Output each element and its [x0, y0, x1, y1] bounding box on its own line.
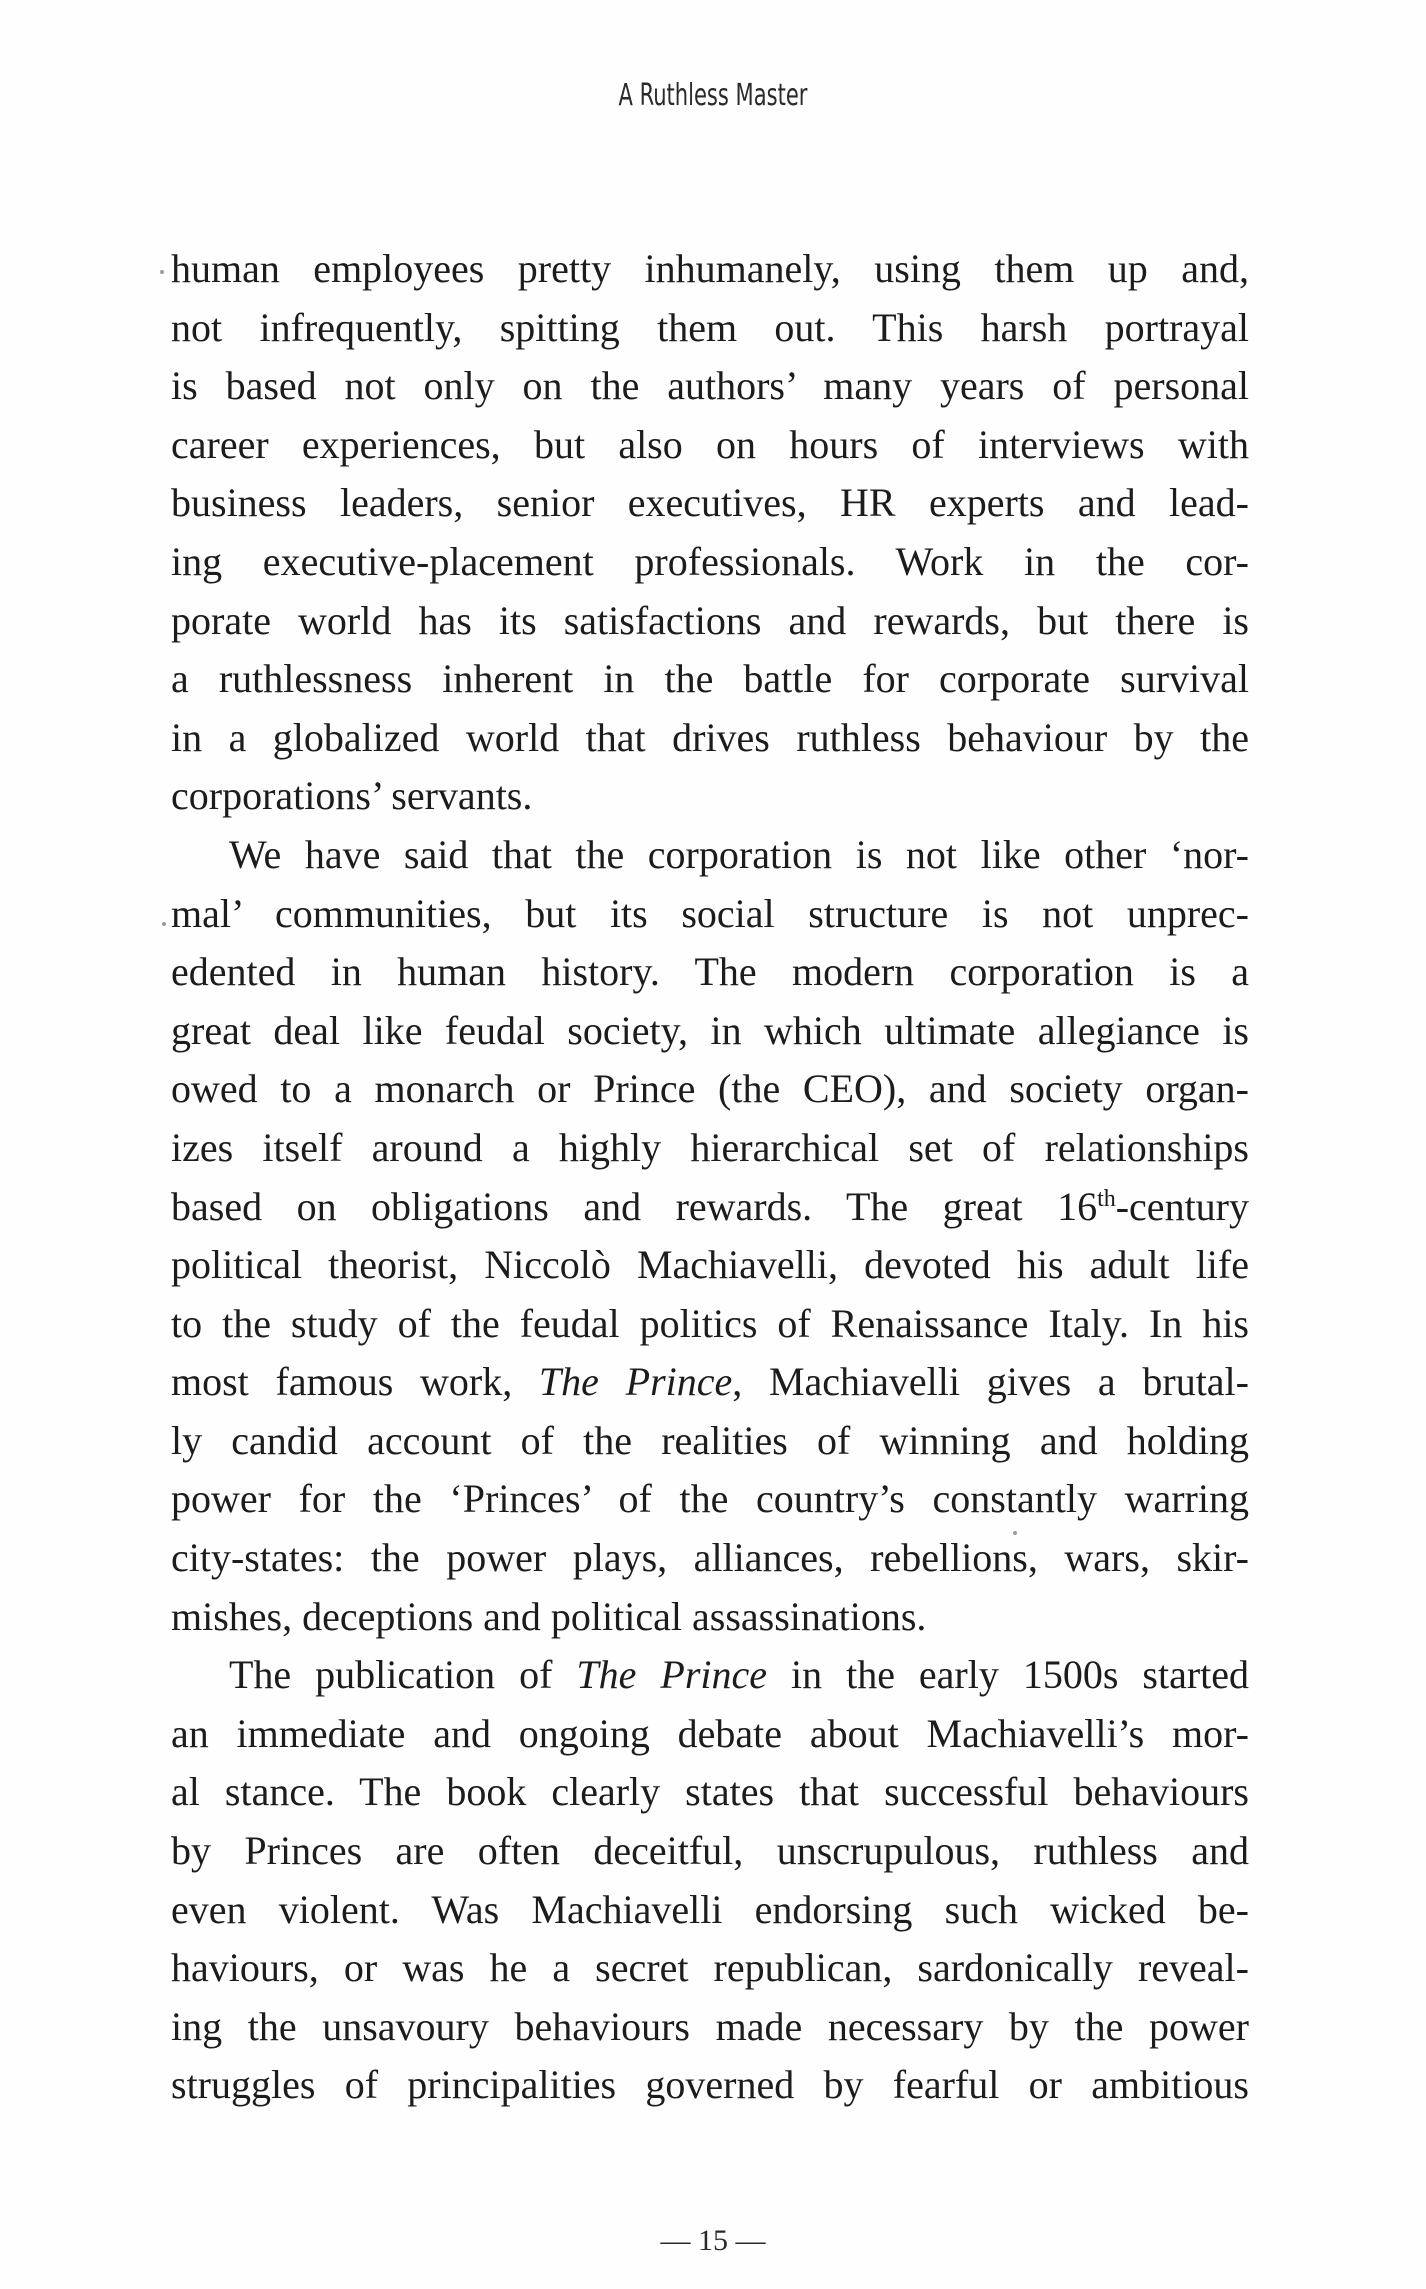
- text-line: corporations’ servants.: [171, 773, 533, 819]
- scan-speck: [162, 922, 166, 926]
- text-line: a ruthlessness inherent in the battle for corporate survival: [171, 656, 1249, 702]
- text-line: al stance. The book clearly states that successful behaviours: [171, 1769, 1249, 1815]
- paragraph-3: [171, 1646, 1249, 2115]
- text-line: edented in human history. The modern corporation is a: [171, 949, 1249, 995]
- paragraph-2: [171, 826, 1249, 1646]
- text-line: even violent. Was Machiavelli endorsing such wicked be-: [171, 1886, 1249, 1932]
- scan-speck: [1013, 1531, 1017, 1535]
- text-span: -century: [1115, 1183, 1249, 1229]
- text-line: struggles of principalities governed by fearful or ambitious: [171, 2062, 1249, 2108]
- page-number: — 15 —: [660, 2224, 766, 2257]
- text-line: city-states: the power plays, alliances, rebellions, wars, skir-: [171, 1535, 1249, 1581]
- text-line: in a globalized world that drives ruthless behaviour by the: [171, 714, 1249, 760]
- text-span: most famous work,: [171, 1359, 539, 1405]
- text-line: career experiences, but also on hours of interviews with: [171, 421, 1249, 467]
- text-line: mishes, deceptions and political assassinations.: [171, 1593, 927, 1639]
- text-line: business leaders, senior executives, HR experts and lead-: [171, 480, 1249, 526]
- body-text: [171, 240, 1249, 2115]
- text-line: political theorist, Niccolò Machiavelli, devoted his adult life: [171, 1242, 1249, 1288]
- text-line: ing executive-placement professionals. Work in the cor-: [171, 538, 1249, 584]
- book-title: The Prince: [538, 1359, 733, 1405]
- text-line: great deal like feudal society, in which ultimate allegiance is: [171, 1007, 1249, 1053]
- text-line: We have said that the corporation is not like other ‘nor-: [229, 831, 1249, 877]
- text-line: not infrequently, spitting them out. This harsh portrayal: [171, 304, 1249, 350]
- text-line: ing the unsavoury behaviours made necessary by the power: [171, 2003, 1249, 2049]
- text-span: in the early 1500s started: [767, 1652, 1250, 1698]
- text-line: by Princes are often deceitful, unscrupulous, ruthless and: [171, 1828, 1249, 1874]
- text-line: izes itself around a highly hierarchical set of relationships: [171, 1124, 1249, 1170]
- text-line: human employees pretty inhumanely, using them up and,: [171, 246, 1249, 291]
- text-line: ly candid account of the realities of winning and holding: [171, 1417, 1249, 1463]
- text-line: an immediate and ongoing debate about Machiavelli’s mor-: [171, 1710, 1249, 1756]
- text-line: porate world has its satisfactions and rewards, but there is: [171, 597, 1249, 643]
- text-span: based on obligations and rewards. The great 16: [171, 1183, 1098, 1229]
- text-line: [171, 1178, 1249, 1237]
- text-span: , Machiavelli gives a brutal-: [732, 1359, 1249, 1405]
- paragraph-1: [171, 240, 1249, 826]
- text-line: [171, 1646, 1249, 1705]
- text-line: haviours, or was he a secret republican, sardonically reveal-: [171, 1945, 1249, 1991]
- text-line: power for the ‘Princes’ of the country’s constantly warring: [171, 1476, 1249, 1522]
- text-line: [171, 1353, 1249, 1412]
- text-span: The publication of: [229, 1652, 577, 1698]
- running-head: A Ruthless Master: [618, 78, 808, 113]
- scan-speck: [160, 270, 164, 274]
- text-line: is based not only on the authors’ many years of personal: [171, 363, 1249, 409]
- text-line: to the study of the feudal politics of Renaissance Italy. In his: [171, 1300, 1249, 1346]
- book-title: The Prince: [576, 1652, 768, 1698]
- text-line: owed to a monarch or Prince (the CEO), and society organ-: [171, 1066, 1249, 1112]
- superscript: th: [1097, 1185, 1116, 1212]
- text-line: mal’ communities, but its social structure is not unprec-: [171, 890, 1249, 936]
